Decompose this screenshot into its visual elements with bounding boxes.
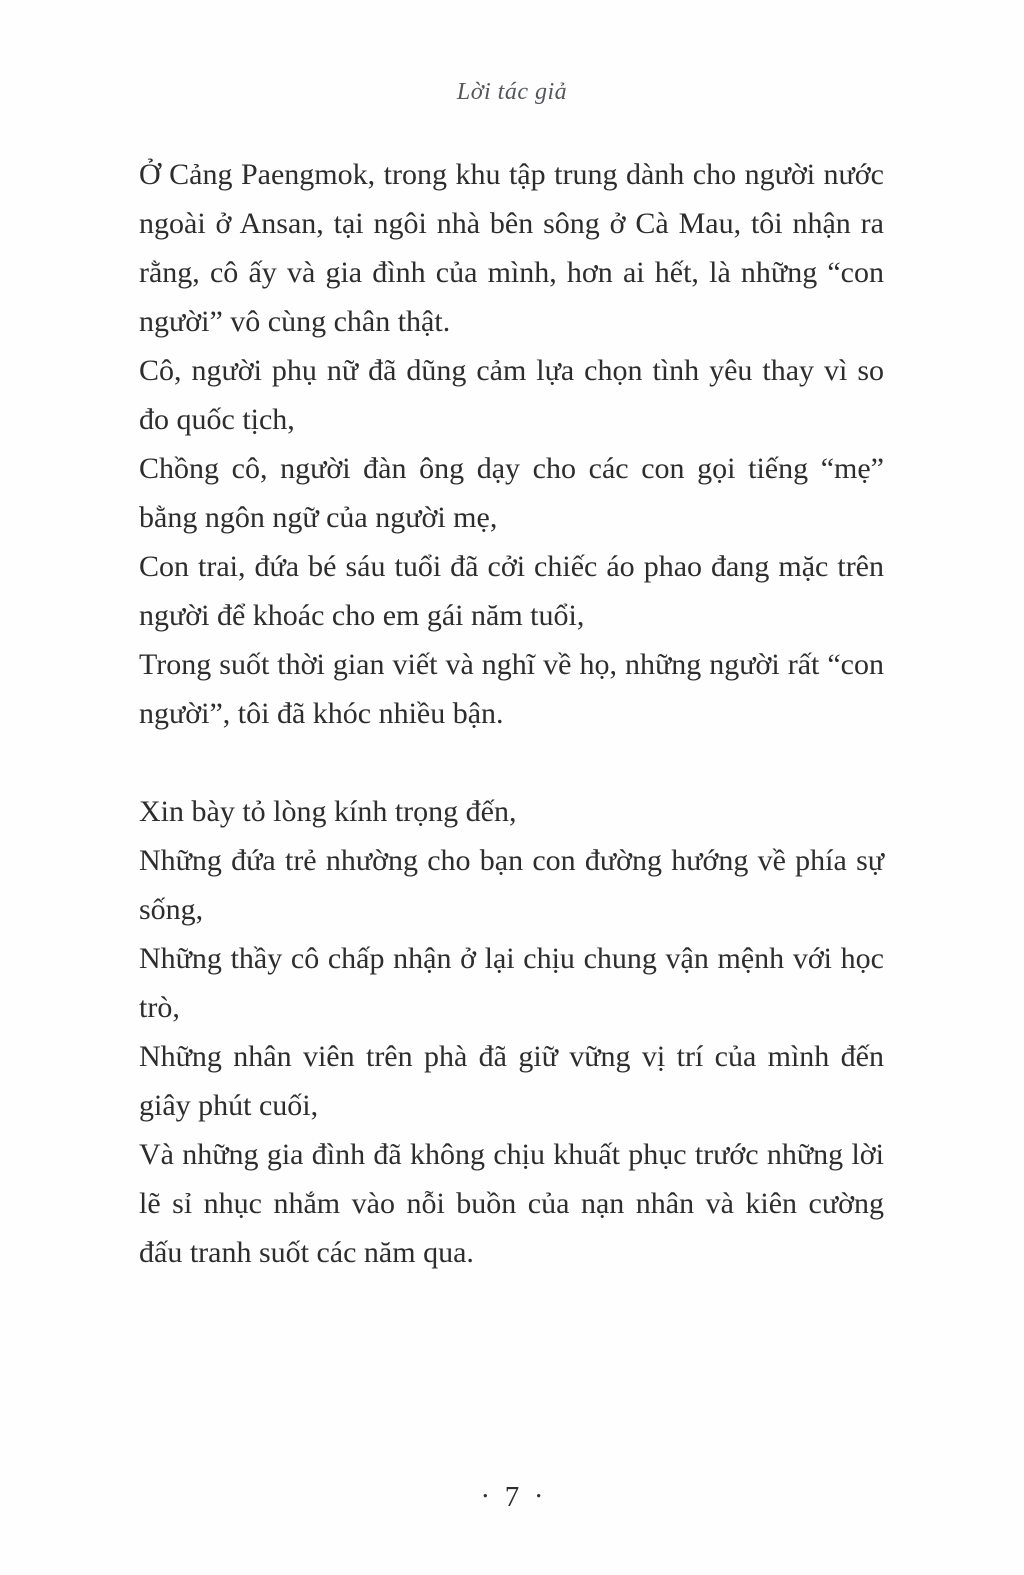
paragraph: Và những gia đình đã không chịu khuất phục trước những lời lẽ sỉ nhục nhắm vào nỗi buồn của nạn nhân và kiên cường đấu tranh suốt các năm qua. bbox=[139, 1138, 884, 1269]
paragraph: Ở Cảng Paengmok, trong khu tập trung dành cho người nước ngoài ở Ansan, tại ngôi nhà bên sông ở Cà Mau, tôi nhận ra rằng, cô ấy và gia đình của mình, hơn ai hết, là những “con người” vô cùng chân thật. bbox=[139, 158, 884, 338]
paragraph: Con trai, đứa bé sáu tuổi đã cởi chiếc áo phao đang mặc trên người để khoác cho em gái năm tuổi, bbox=[139, 550, 884, 632]
running-head: Lời tác giả bbox=[456, 79, 568, 105]
bullet-ornament: • bbox=[536, 1489, 542, 1505]
bullet-ornament: • bbox=[482, 1489, 488, 1505]
paragraph: Những nhân viên trên phà đã giữ vững vị trí của mình đến giây phút cuối, bbox=[139, 1040, 884, 1122]
body-text-block bbox=[139, 150, 884, 1277]
paragraph: Những đứa trẻ nhường cho bạn con đường hướng về phía sự sống, bbox=[139, 844, 884, 926]
paragraph: Xin bày tỏ lòng kính trọng đến, bbox=[139, 795, 517, 828]
paragraph: Cô, người phụ nữ đã dũng cảm lựa chọn tình yêu thay vì so đo quốc tịch, bbox=[139, 354, 884, 436]
page-number bbox=[0, 1481, 1024, 1514]
paragraph: Chồng cô, người đàn ông dạy cho các con gọi tiếng “mẹ” bằng ngôn ngữ của người mẹ, bbox=[139, 452, 884, 534]
section-break bbox=[139, 738, 884, 787]
page-number-value: 7 bbox=[504, 1481, 520, 1513]
paragraph: Những thầy cô chấp nhận ở lại chịu chung vận mệnh với học trò, bbox=[139, 942, 884, 1024]
paragraph: Trong suốt thời gian viết và nghĩ về họ, những người rất “con người”, tôi đã khóc nhiều bận. bbox=[139, 648, 884, 730]
